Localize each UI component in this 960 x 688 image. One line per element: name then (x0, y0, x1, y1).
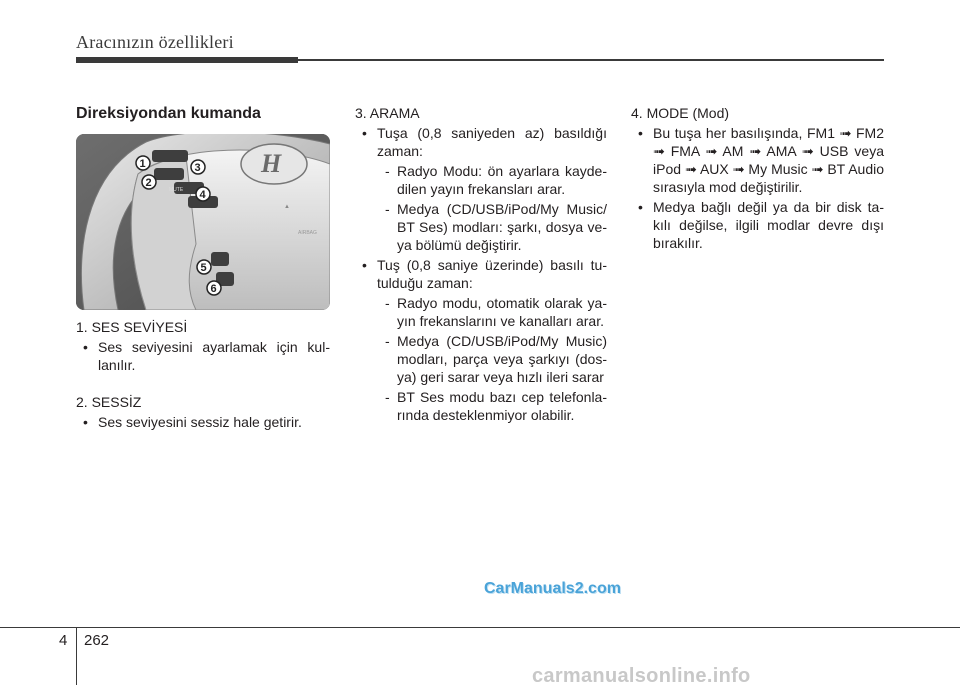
svg-text:AIRBAG: AIRBAG (298, 230, 317, 236)
column-1 (76, 104, 330, 433)
bullet-text: Tuş (0,8 saniye üzerinde) basılı tu- tulduğu zaman: (377, 257, 607, 291)
sub-item: - Medya (CD/USB/iPod/My Music/ BT Ses) modları: şarkı, dosya ve- ya bölümü değiştirir. (377, 200, 607, 254)
running-header: Aracınızın özellikleri (76, 32, 234, 52)
sub-item: - Radyo modu, otomatik olarak ya- yın frekanslarını ve kanalları arar. (377, 294, 607, 330)
callout-2: 2 (145, 177, 152, 189)
steering-wheel-figure (76, 134, 330, 310)
column-2 (355, 104, 607, 426)
page-number: 262 (84, 632, 110, 649)
item-title-mute: 2. SESSİZ (76, 394, 142, 410)
sub-item: - Medya (CD/USB/iPod/My Music) modları, parça veya şarkıyı (dos- ya) geri sarar veya hızlı ileri sarar (377, 332, 607, 386)
callout-1: 1 (139, 158, 146, 170)
svg-text:MUTE: MUTE (169, 187, 184, 193)
callout-6: 6 (210, 283, 217, 295)
item-title-seek: 3. ARAMA (355, 105, 420, 121)
bullet-item: • Ses seviyesini ayarlamak için kul- lanılır. (76, 338, 330, 374)
header-bar (76, 57, 298, 63)
footer-divider (76, 627, 77, 685)
bullet-list-volume (76, 338, 330, 374)
svg-text:▲: ▲ (284, 204, 290, 210)
sub-list (377, 294, 607, 424)
item-title-mode: 4. MODE (Mod) (631, 105, 730, 121)
sub-list (377, 162, 607, 254)
steering-wheel-illustration (76, 134, 330, 310)
bullet-item: • Medya bağlı değil ya da bir disk ta- kılı değilse, ilgili modlar devre dışı bırakılır. (631, 198, 884, 252)
bullet-text: Tuşa (0,8 saniyeden az) basıldığı zaman: (377, 125, 607, 159)
item-title-volume: 1. SES SEVİYESİ (76, 319, 188, 335)
sub-item: - BT Ses modu bazı cep telefonla- rında desteklenmiyor olabilir. (377, 388, 607, 424)
site-watermark[interactable]: carmanualsonline.info (532, 665, 751, 687)
bullet-list-mode (631, 124, 884, 252)
bullet-item (355, 124, 607, 254)
svg-text:H: H (261, 149, 282, 178)
footer-rule (0, 627, 960, 628)
bullet-item (355, 256, 607, 424)
bullet-item: • Bu tuşa her basılışında, FM1 ➟ FM2 ➟ FMA ➟ AM ➟ AMA ➟ USB veya iPod ➟ AUX ➟ My Music ➟ BT Audio sırasıyla mod değiştirilir. (631, 124, 884, 196)
watermark-link[interactable]: CarManuals2.com (484, 580, 621, 597)
sub-item: - Radyo Modu: ön ayarlara kayde- dilen yayın frekansları arar. (377, 162, 607, 198)
bullet-list-mute (76, 413, 330, 431)
section-heading: Direksiyondan kumanda (76, 105, 261, 122)
callout-3: 3 (194, 162, 201, 174)
column-3 (631, 104, 884, 254)
callout-4: 4 (199, 189, 206, 201)
callout-5: 5 (200, 262, 207, 274)
bullet-list-seek (355, 124, 607, 424)
chapter-number: 4 (59, 632, 68, 649)
bullet-item: • Ses seviyesini sessiz hale getirir. (76, 413, 330, 431)
